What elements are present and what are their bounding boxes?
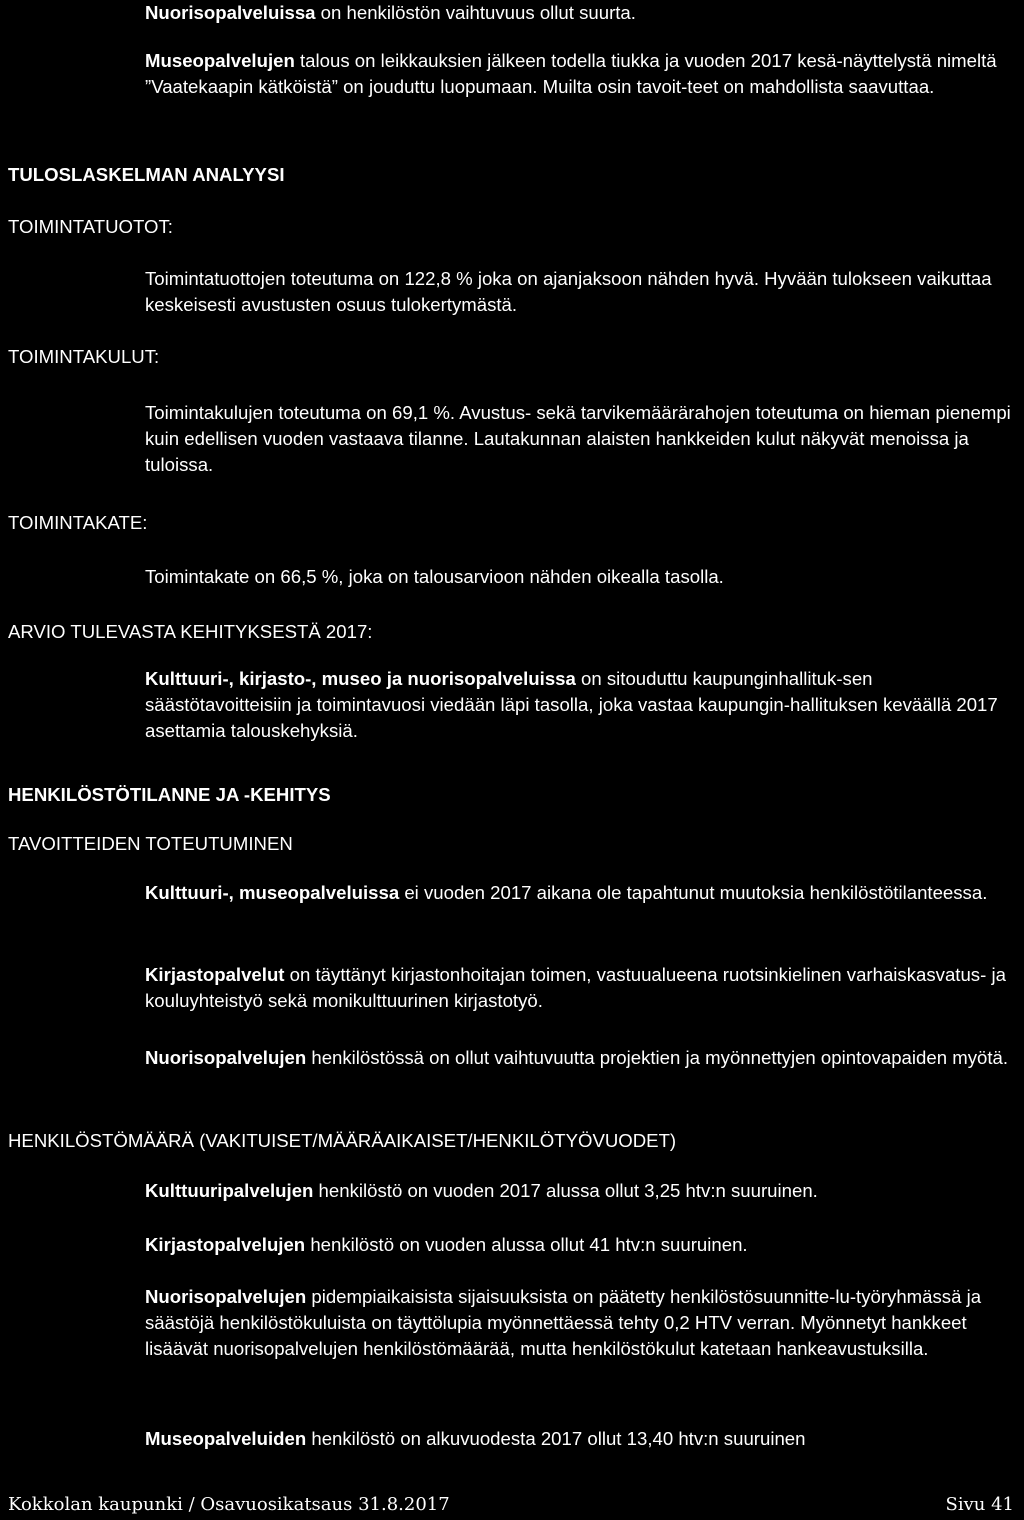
- paragraph-museopalvelut-htv: [145, 1426, 1015, 1452]
- heading-henkilostomaara: HENKILÖSTÖMÄÄRÄ (VAKITUISET/MÄÄRÄAIKAISET/HENKILÖTYÖVUODET): [8, 1130, 677, 1151]
- paragraph-museopalvelut-talous: [145, 48, 1015, 100]
- paragraph-text: on sitouduttu kaupunginhallituk-sen säästötavoitteisiin ja toimintavuosi viedään läpi tasolla, joka vastaa kaupungin-hallituksen keväällä 2017 asettamia talouskehyksiä.: [145, 668, 998, 741]
- paragraph-text: pidempiaikaisista sijaisuuksista on päätetty henkilöstösuunnitte-lu-työryhmässä ja säästöjä henkilöstökuluista on täyttölupia myönnettäessä tehty 0,2 HTV verran. Myönnetyt hankkeet lisäävät nuorisopalvelujen henkilöstömäärää, mutta henkilöstökulut katetaan hankeavustuksilla.: [145, 1286, 982, 1359]
- paragraph-kulttuuri-museo-henkilosto: [145, 880, 1015, 906]
- footer-page-number: Sivu 41: [945, 1494, 1014, 1515]
- heading-arvio-kehityksesta: ARVIO TULEVASTA KEHITYKSESTÄ 2017:: [8, 621, 373, 642]
- heading-tuloslaskelman-analyysi: TULOSLASKELMAN ANALYYSI: [8, 164, 285, 185]
- paragraph-lead: Nuorisopalvelujen: [145, 1286, 307, 1307]
- paragraph-lead: Kulttuuripalvelujen: [145, 1180, 314, 1201]
- paragraph-lead: Museopalveluiden: [145, 1428, 307, 1449]
- heading-toimintakulut: TOIMINTAKULUT:: [8, 346, 160, 367]
- paragraph-lead: Nuorisopalvelujen: [145, 1047, 307, 1068]
- paragraph-lead: Nuorisopalveluissa: [145, 2, 316, 23]
- paragraph-nuorisopalvelut-intro: [145, 0, 1015, 26]
- heading-tavoitteiden-toteutuminen: TAVOITTEIDEN TOTEUTUMINEN: [8, 833, 293, 854]
- paragraph-text: henkilöstö on vuoden alussa ollut 41 htv:n suuruinen.: [305, 1234, 748, 1255]
- paragraph-text: talous on leikkauksien jälkeen todella tiukka ja vuoden 2017 kesä-näyttelystä nimeltä ”Vaatekaapin kätköistä” on jouduttu luopumaan. Muilta osin tavoit-teet on mahdollista saavuttaa.: [145, 50, 997, 97]
- paragraph-text: on täyttänyt kirjastonhoitajan toimen, vastuualueena ruotsinkielinen varhaiskasvatus- ja kouluyhteistyö sekä monikulttuurinen kirjastotyö.: [145, 964, 1006, 1011]
- paragraph-lead: Kirjastopalvelujen: [145, 1234, 306, 1255]
- paragraph-text: on henkilöstön vaihtuvuus ollut suurta.: [315, 2, 636, 23]
- paragraph-lead: Museopalvelujen: [145, 50, 295, 71]
- heading-toimintakate: TOIMINTAKATE:: [8, 512, 148, 533]
- paragraph-lead: Kulttuuri-, museopalveluissa: [145, 882, 400, 903]
- paragraph-nuorisopalvelut-henkilosto: [145, 1045, 1015, 1071]
- paragraph-kirjastopalvelut: [145, 962, 1015, 1014]
- paragraph-lead: Kulttuuri-, kirjasto-, museo ja nuorisopalveluissa: [145, 668, 576, 689]
- page-footer: [8, 1492, 1014, 1518]
- paragraph-toimintatuotot: Toimintatuottojen toteutuma on 122,8 % joka on ajanjaksoon nähden hyvä. Hyvään tulokseen vaikuttaa keskeisesti avustusten osuus tulokertymästä.: [145, 268, 992, 315]
- paragraph-toimintakate: Toimintakate on 66,5 %, joka on talousarvioon nähden oikealla tasolla.: [145, 566, 724, 587]
- paragraph-text: henkilöstö on alkuvuodesta 2017 ollut 13,40 htv:n suuruinen: [306, 1428, 806, 1449]
- paragraph-toimintakulut: Toimintakulujen toteutuma on 69,1 %. Avustus- sekä tarvikemäärärahojen toteutuma on hieman pienempi kuin edellisen vuoden vastaava tilanne. Lautakunnan alaisten hankkeiden kulut näkyvät menoissa ja tuloissa.: [145, 402, 1011, 475]
- heading-henkilostotilanne: HENKILÖSTÖTILANNE JA -KEHITYS: [8, 784, 331, 805]
- heading-toimintatuotot: TOIMINTATUOTOT:: [8, 216, 173, 237]
- paragraph-arvio: [145, 666, 1015, 744]
- paragraph-text: henkilöstö on vuoden 2017 alussa ollut 3,25 htv:n suuruinen.: [313, 1180, 818, 1201]
- paragraph-text: henkilöstössä on ollut vaihtuvuutta projektien ja myönnettyjen opintovapaiden myötä.: [306, 1047, 1009, 1068]
- paragraph-nuorisopalvelut-htv: [145, 1284, 1015, 1362]
- paragraph-kirjastopalvelut-htv: [145, 1232, 1015, 1258]
- footer-document-title: Kokkolan kaupunki / Osavuosikatsaus 31.8.2017: [8, 1494, 450, 1515]
- paragraph-lead: Kirjastopalvelut: [145, 964, 285, 985]
- paragraph-text: ei vuoden 2017 aikana ole tapahtunut muutoksia henkilöstötilanteessa.: [399, 882, 988, 903]
- paragraph-kulttuuripalvelut-htv: [145, 1178, 1015, 1204]
